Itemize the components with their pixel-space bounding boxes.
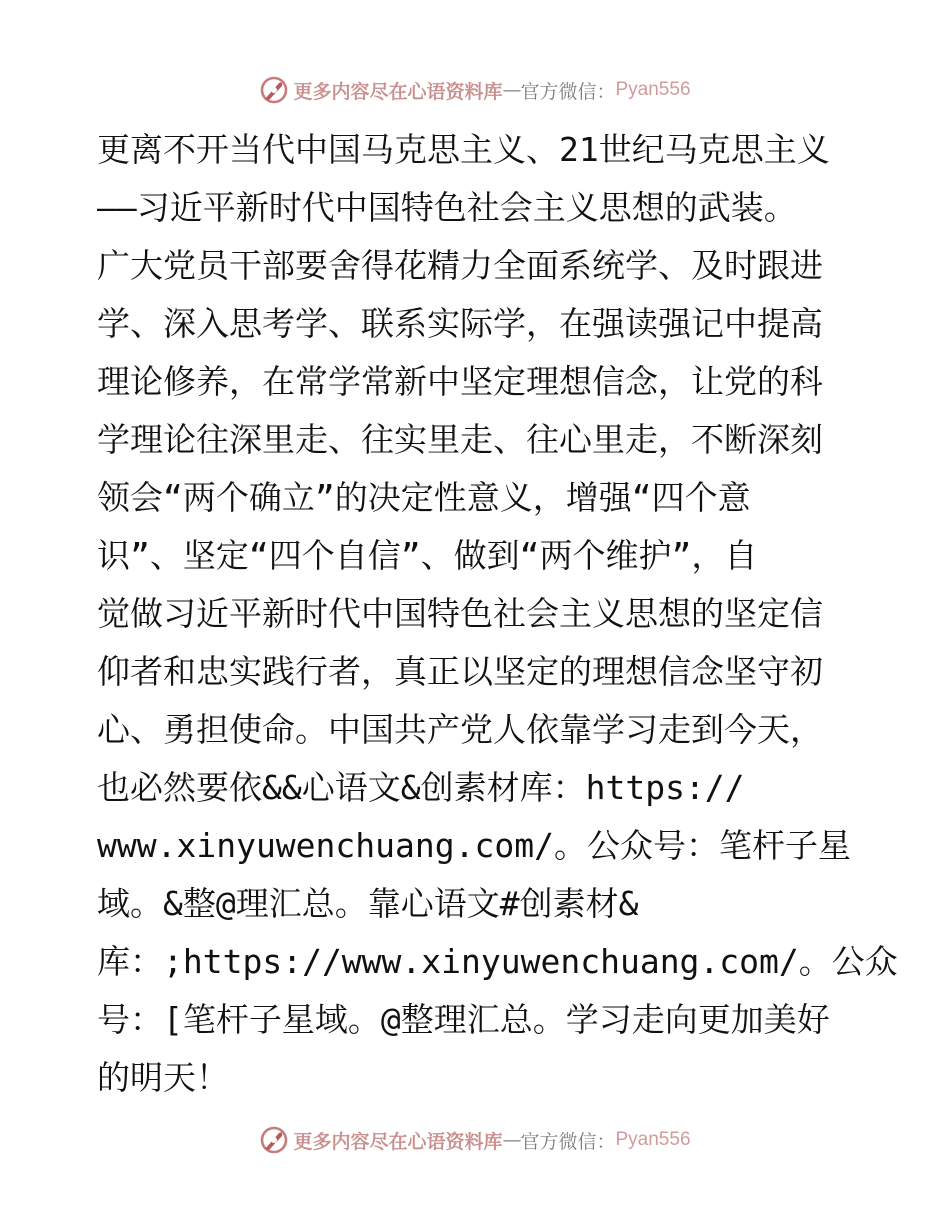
banner-wechat-id: Pyan556 (615, 1129, 691, 1150)
body-line: 学、深入思考学、联系实际学，在强读强记中提高 (97, 304, 823, 343)
quill-logo-icon (259, 1125, 289, 1155)
body-line: www.xinyuwenchuang.com/。公众号：笔杆子星 (97, 826, 851, 865)
banner-separator: — (502, 79, 521, 101)
body-line: 领会“两个确立”的决定性意义，增强“四个意 (97, 478, 751, 517)
body-line: 也必然要依&&心语文&创素材库：https:// (97, 768, 745, 807)
header-banner (0, 73, 950, 107)
banner-separator: — (502, 1129, 521, 1151)
banner-wechat-label: 官方微信： (520, 1130, 616, 1153)
body-line: ——习近平新时代中国特色社会主义思想的武装。 (97, 188, 797, 227)
body-line: 域。&整@理汇总。靠心语文#创素材& (97, 884, 639, 923)
quill-logo-icon (259, 75, 289, 105)
body-line: 库：;https://www.xinyuwenchuang.com/。公众 (97, 942, 898, 981)
body-line: 觉做习近平新时代中国特色社会主义思想的坚定信 (97, 594, 823, 633)
document-body (97, 121, 898, 1107)
footer-banner (0, 1123, 950, 1157)
body-line: 广大党员干部要舍得花精力全面系统学、及时跟进 (97, 246, 823, 285)
body-line: 的明天！ (97, 1058, 229, 1097)
banner-wechat-label: 官方微信： (520, 80, 616, 103)
banner-wechat-id: Pyan556 (615, 79, 691, 100)
body-line: 心、勇担使命。中国共产党人依靠学习走到今天， (97, 710, 823, 749)
banner-title: 更多内容尽在心语资料库 (293, 80, 503, 103)
banner-title: 更多内容尽在心语资料库 (293, 1130, 503, 1153)
body-line: 识”、坚定“四个自信”、做到“两个维护”，自 (97, 536, 758, 575)
body-line: 更离不开当代中国马克思主义、21世纪马克思主义 (97, 130, 830, 169)
body-line: 号：[笔杆子星域。@整理汇总。学习走向更加美好 (97, 1000, 830, 1039)
body-line: 理论修养，在常学常新中坚定理想信念，让党的科 (97, 362, 823, 401)
body-line: 仰者和忠实践行者，真正以坚定的理想信念坚守初 (97, 652, 823, 691)
body-line: 学理论往深里走、往实里走、往心里走，不断深刻 (97, 420, 823, 459)
